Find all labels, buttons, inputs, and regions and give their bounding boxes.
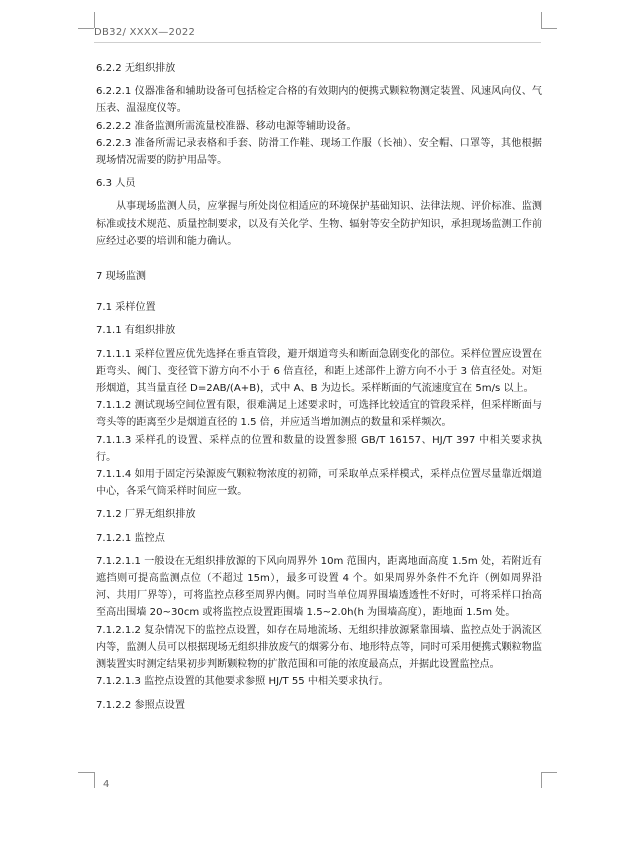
clause-7-1-1-1: 7.1.1.1 采样位置应优先选择在垂直管段，避开烟道弯头和断面急剧变化的部位。采样位置应设置在距弯头、阀门、变径管下游方向不小于 6 倍直径，和距上述部件上游方向不小于 3 倍直径处。对矩形烟道，其当量直径 D=2AB/(A+B)，式中 A、B 为边长。采样断面的气流速度宜在 5m/s 以上。 (96, 348, 542, 395)
clause-7-1-2-1-3: 7.1.2.1.3 监控点设置的其他要求参照 HJ/T 55 中相关要求执行。 (96, 676, 389, 688)
clause-6-2-2-2: 6.2.2.2 准备监测所需流量校准器、移动电源等辅助设备。 (96, 120, 357, 132)
heading-7-1-2-1: 7.1.2.1 监控点 (96, 532, 165, 544)
crop-mark-bottom-right-v (541, 772, 542, 788)
clause-7-1-1-2: 7.1.1.2 测试现场空间位置有限，很难满足上述要求时，可选择比较适宜的管段采样，但采样断面与弯头等的距离至少是烟道直径的 1.5 倍，并应适当增加测点的数量和采样频次。 (96, 400, 542, 429)
heading-7: 7 现场监测 (96, 271, 147, 283)
heading-6-3: 6.3 人员 (96, 178, 136, 190)
clause-7-1-1-3: 7.1.1.3 采样孔的设置、采样点的位置和数量的设置参照 GB/T 16157、HJ/T 397 中相关要求执行。 (96, 434, 542, 463)
crop-mark-top-left-v (94, 12, 95, 28)
clause-6-2-2-3: 6.2.2.3 准备所需记录表格和手套、防滑工作鞋、现场工作服（长袖）、安全帽、口罩等，其他根据现场情况需要的防护用品等。 (96, 137, 542, 167)
clause-6-2-2-1: 6.2.2.1 仪器准备和辅助设备可包括检定合格的有效期内的便携式颗粒物测定装置、风速风向仪、气压表、温湿度仪等。 (96, 86, 542, 115)
heading-7-1-1: 7.1.1 有组织排放 (96, 325, 176, 337)
running-header: DB32/ XXXX—2022 (94, 27, 541, 43)
crop-mark-bottom-right-h (541, 772, 557, 773)
heading-7-1: 7.1 采样位置 (96, 302, 156, 314)
crop-mark-bottom-left-h (78, 772, 94, 773)
heading-6-2-2: 6.2.2 无组织排放 (96, 63, 176, 74)
paragraph-personnel: 从事现场监测人员，应掌握与所处岗位相适应的环境保护基础知识、法律法规、评价标准、监测标准或技术规范、质量控制要求，以及有关化学、生物、辐射等安全防护知识，承担现场监测工作前应经过必要的培训和能力确认。 (96, 201, 542, 247)
page-number: 4 (103, 779, 110, 790)
document-body (96, 54, 542, 720)
clause-7-1-2-1-2: 7.1.2.1.2 复杂情况下的监控点设置，如存在局地流场、无组织排放源紧靠围墙、监控点处于涡流区内等，监测人员可以根据现场无组织排放废气的烟雾分布、地形特点等，同时可采用便携式颗粒物监测装置实时测定结果初步判断颗粒物的扩散范围和可能的浓度最高点，并据此设置监控点。 (96, 624, 542, 671)
heading-7-1-2: 7.1.2 厂界无组织排放 (96, 509, 196, 521)
crop-mark-top-right-v (541, 12, 542, 28)
clause-7-1-1-4: 7.1.1.4 如用于固定污染源废气颗粒物浓度的初筛，可采取单点采样模式，采样点位置尽量靠近烟道中心，各采气筒采样时间应一致。 (96, 469, 542, 498)
crop-mark-bottom-left-v (94, 772, 95, 788)
crop-mark-top-right-h (541, 28, 557, 29)
crop-mark-top-left-h (78, 28, 94, 29)
clause-7-1-2-1-1: 7.1.2.1.1 一般设在无组织排放源的下风向周界外 10m 范围内，距离地面高度 1.5m 处，若附近有遮挡则可提高监测点位（不超过 15m），最多可设置 4 个。如果周界外条件不允许（例如周界沿河、共用厂界等），可将监控点移至周界内侧。同时当单位周界围墙透透性不好时，可将采样口抬高至高出围墙 20~30cm 或将监控点设置距围墙 1.5~2.0h(h 为围墙高度），距地面 1.5m 处。 (96, 555, 542, 619)
heading-7-1-2-2: 7.1.2.2 参照点设置 (96, 699, 185, 711)
